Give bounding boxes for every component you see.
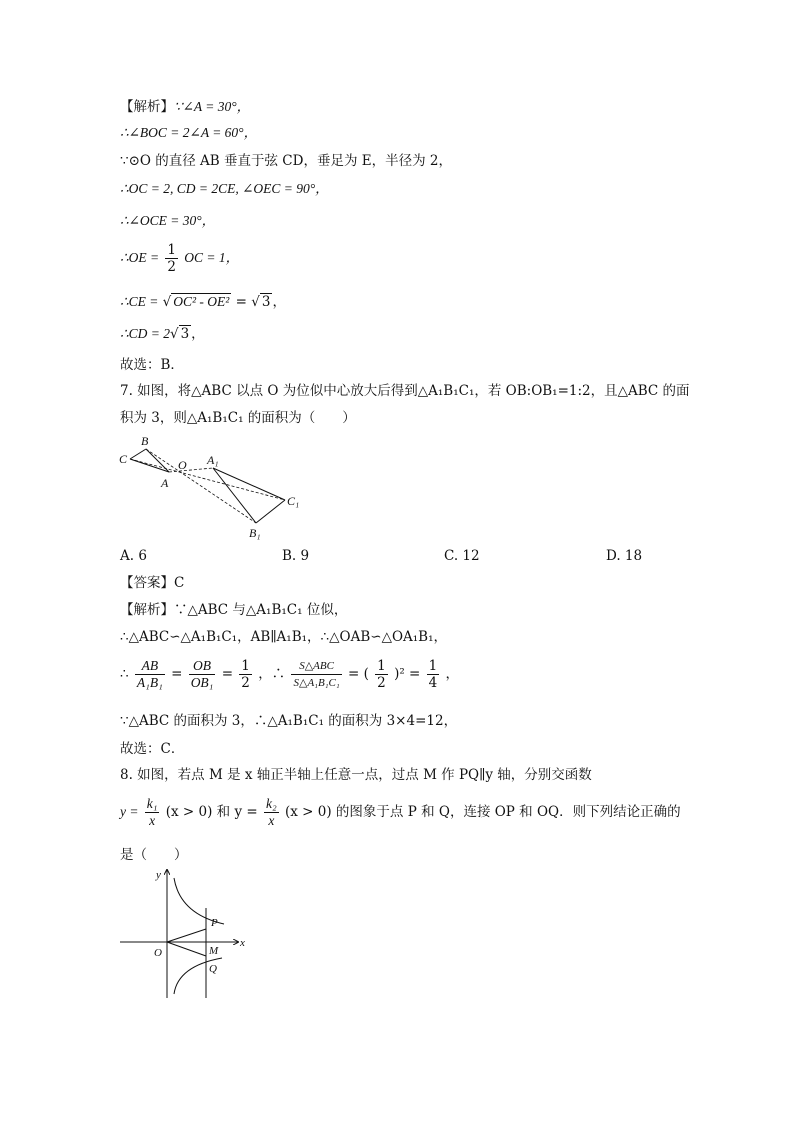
- fraction: [145, 796, 160, 829]
- radical-sign: √: [169, 326, 179, 342]
- fraction-numerator: 1: [428, 658, 438, 674]
- q6-solution-line-5: ∴∠OCE = 30°，: [120, 213, 216, 228]
- label-B: B: [141, 434, 149, 448]
- formula-text: (x > 0) 的图象于点 P 和 Q，连接 OP 和 OQ．则下列结论正确的: [285, 804, 681, 820]
- fraction-numerator: OB: [189, 658, 216, 675]
- q6-solution-line-2: ∴∠BOC = 2∠A = 60°，: [120, 125, 258, 140]
- radical-sign: √: [251, 294, 260, 310]
- label-O: O: [154, 947, 162, 959]
- answer-heading: 【答案】: [120, 575, 174, 591]
- fraction-denominator: S△A₁B₁C₁: [293, 677, 340, 689]
- q6-solution-line-4: ∴OC = 2, CD = 2CE, ∠OEC = 90°，: [120, 181, 329, 196]
- q6-solution-line-1: [120, 98, 250, 116]
- fraction-denominator: 2: [167, 259, 176, 275]
- radicand: 3: [261, 294, 271, 310]
- fraction-numerator: 1: [167, 242, 176, 258]
- q6-solution-line-8: [120, 325, 205, 343]
- formula-text: ∴: [120, 666, 129, 682]
- fraction-numerator: S△ABC: [291, 658, 341, 675]
- fraction: [239, 658, 252, 691]
- option-b: B. 9: [282, 548, 310, 564]
- solution-text: ∵△ABC 与△A₁B₁C₁ 位似，: [174, 602, 348, 618]
- formula-text: =: [221, 666, 233, 682]
- solution-text: ∵∠A = 30°，: [174, 99, 251, 114]
- q7-stem-line-2: 积为 3，则△A₁B₁C₁ 的面积为（ ）: [120, 410, 356, 426]
- fraction-numerator: 1: [241, 658, 250, 674]
- q8-figure: [116, 866, 256, 1001]
- fraction: [291, 658, 341, 691]
- label-O: O: [178, 458, 187, 472]
- fraction-numerator: k₂: [266, 796, 277, 811]
- formula-text: )² =: [394, 666, 421, 682]
- formula-text: OC = 1，: [184, 250, 240, 265]
- label-A: A: [161, 476, 169, 490]
- formula-text: ，: [272, 294, 286, 310]
- q8-stem-line-3: 是（ ）: [120, 847, 188, 863]
- fraction-numerator: k₁: [146, 796, 158, 811]
- fraction: [427, 658, 440, 691]
- fraction: [189, 658, 216, 691]
- radical-sign: √: [162, 294, 172, 310]
- fraction: [135, 658, 165, 691]
- formula-text: ，: [191, 326, 205, 342]
- formula-text: ∴CD = 2: [120, 326, 170, 341]
- fraction: [264, 796, 279, 829]
- q7-solution-line-5: 故选：C．: [120, 741, 185, 757]
- fraction: [375, 658, 388, 691]
- q6-solution-line-9: 故选：B．: [120, 357, 184, 373]
- answer-value: C: [174, 575, 185, 591]
- q7-solution-line-3: [120, 658, 459, 691]
- fraction-denominator: x: [268, 813, 275, 828]
- q7-solution-line-2: ∴△ABC∽△A₁B₁C₁，AB∥A₁B₁，∴△OAB∽△OA₁B₁，: [120, 629, 448, 645]
- q6-solution-line-7: [120, 293, 286, 311]
- label-C: C: [119, 452, 128, 466]
- formula-text: ，: [445, 666, 460, 682]
- solution-heading: 【解析】: [120, 602, 174, 618]
- q8-stem-line-1: 8. 如图，若点 M 是 x 轴正半轴上任意一点，过点 M 作 PQ∥y 轴，分别交函数: [120, 767, 592, 783]
- radicand: OC² - OE²: [173, 294, 230, 309]
- formula-text: ∴CE =: [120, 294, 159, 309]
- fraction-denominator: 2: [241, 675, 250, 691]
- option-d: D. 18: [606, 548, 643, 564]
- label-Q: Q: [209, 963, 217, 975]
- q8-stem-line-2: [120, 796, 681, 829]
- formula-text: (x > 0) 和 y =: [165, 804, 258, 820]
- formula-text: =: [235, 294, 247, 310]
- q7-figure: [115, 432, 315, 542]
- label-C1: C₁: [287, 494, 300, 508]
- axis-label-x: x: [240, 937, 245, 949]
- formula-text: ∴OE =: [120, 250, 160, 265]
- axis-label-y: y: [156, 869, 161, 881]
- formula-text: =: [171, 666, 183, 682]
- fraction-denominator: x: [149, 813, 156, 828]
- q6-solution-line-3: ∵⊙O 的直径 AB 垂直于弦 CD，垂足为 E，半径为 2，: [120, 153, 452, 169]
- solution-heading: 【解析】: [120, 99, 174, 115]
- fraction-denominator: 4: [428, 675, 438, 691]
- label-M: M: [209, 945, 219, 957]
- formula-text: y =: [120, 804, 139, 819]
- fraction-denominator: 2: [377, 675, 386, 691]
- formula-text: ，∴: [258, 666, 286, 682]
- label-A1: A₁: [207, 453, 219, 467]
- fraction: [165, 242, 178, 275]
- radicand: 3: [180, 326, 190, 342]
- label-B1: B₁: [249, 526, 261, 540]
- fraction-denominator: OB₁: [190, 675, 214, 690]
- fraction-denominator: A₁B₁: [136, 675, 163, 690]
- q7-solution-line-4: ∵△ABC 的面积为 3，∴△A₁B₁C₁ 的面积为 3×4=12，: [120, 713, 458, 729]
- formula-text: = (: [348, 666, 369, 682]
- fraction-numerator: AB: [135, 658, 165, 675]
- fraction-numerator: 1: [377, 658, 386, 674]
- q7-solution-line-1: [120, 601, 347, 619]
- option-c: C. 12: [444, 548, 480, 564]
- q7-stem-line-1: 7. 如图，将△ABC 以点 O 为位似中心放大后得到△A₁B₁C₁，若 OB:OB₁=1:2，且△ABC 的面: [120, 383, 690, 399]
- q6-solution-line-6: [120, 242, 239, 275]
- label-P: P: [211, 917, 218, 929]
- q7-answer: [120, 574, 184, 592]
- option-a: A. 6: [120, 548, 147, 564]
